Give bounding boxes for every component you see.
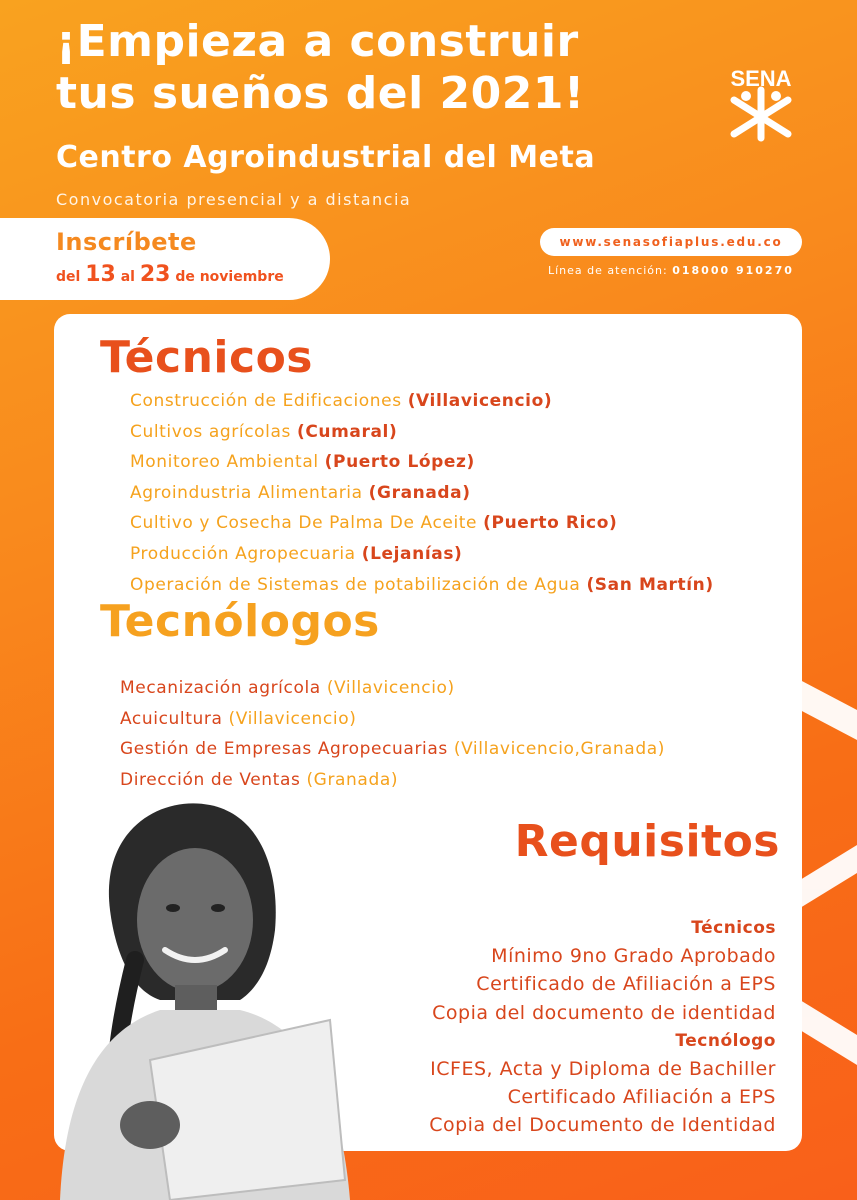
website-link[interactable]: www.senasofiaplus.edu.co (540, 228, 802, 256)
registration-month: de noviembre (175, 269, 284, 285)
headline (56, 16, 696, 120)
list-item: Construcción de Edificaciones (Villavicencio) (130, 391, 553, 411)
registration-banner (0, 218, 330, 300)
convocatoria-text: Convocatoria presencial y a distancia (56, 190, 412, 209)
sena-logo-icon (716, 56, 806, 146)
headline-line-2: tus sueños del 2021! (56, 68, 585, 119)
list-item: Copia del documento de identidad (432, 1001, 776, 1024)
tecnicos-title: Técnicos (100, 332, 313, 383)
tecnicos-list (130, 386, 714, 600)
registration-del: del (56, 269, 81, 285)
registration-al: al (120, 269, 135, 285)
list-item: Mínimo 9no Grado Aprobado (491, 945, 776, 968)
registration-title: Inscríbete (56, 228, 197, 256)
list-item: Cultivo y Cosecha De Palma De Aceite (Puerto Rico) (130, 513, 618, 534)
requisitos-list (429, 914, 776, 1140)
list-item: Gestión de Empresas Agropecuarias (Villavicencio,Granada) (120, 739, 665, 760)
list-item: Copia del Documento de Identidad (429, 1114, 776, 1137)
list-item: Cultivos agrícolas (Cumaral) (130, 421, 398, 442)
phone-label: Línea de atención: (548, 264, 668, 277)
list-item: Monitoreo Ambiental (Puerto López) (130, 452, 475, 473)
list-item: ICFES, Acta y Diploma de Bachiller (430, 1058, 776, 1081)
registration-start-day: 13 (85, 262, 116, 287)
student-photo (40, 790, 370, 1200)
requisitos-tecnologo-head: Tecnólogo (675, 1030, 776, 1051)
headline-line-1: ¡Empieza a construir (56, 16, 579, 67)
registration-dates (56, 262, 284, 287)
list-item: Producción Agropecuaria (Lejanías) (130, 543, 463, 564)
list-item: Certificado Afiliación a EPS (507, 1086, 776, 1109)
list-item: Mecanización agrícola (Villavicencio) (120, 678, 455, 698)
list-item: Acuicultura (Villavicencio) (120, 708, 357, 729)
center-name: Centro Agroindustrial del Meta (56, 140, 596, 175)
tecnologos-list (120, 673, 665, 795)
registration-end-day: 23 (139, 262, 171, 287)
tecnologos-title: Tecnólogos (100, 596, 380, 647)
list-item: Certificado de Afiliación a EPS (476, 973, 776, 996)
requisitos-title: Requisitos (514, 816, 780, 867)
requisitos-tecnicos-head: Técnicos (691, 918, 776, 938)
phone-number: 018000 910270 (672, 264, 794, 277)
phone-line (548, 264, 794, 277)
list-item: Dirección de Ventas (Granada) (120, 769, 399, 790)
list-item: Agroindustria Alimentaria (Granada) (130, 482, 471, 503)
list-item: Operación de Sistemas de potabilización de Agua (San Martín) (130, 574, 714, 595)
sena-logo-text: SENA (730, 66, 792, 91)
